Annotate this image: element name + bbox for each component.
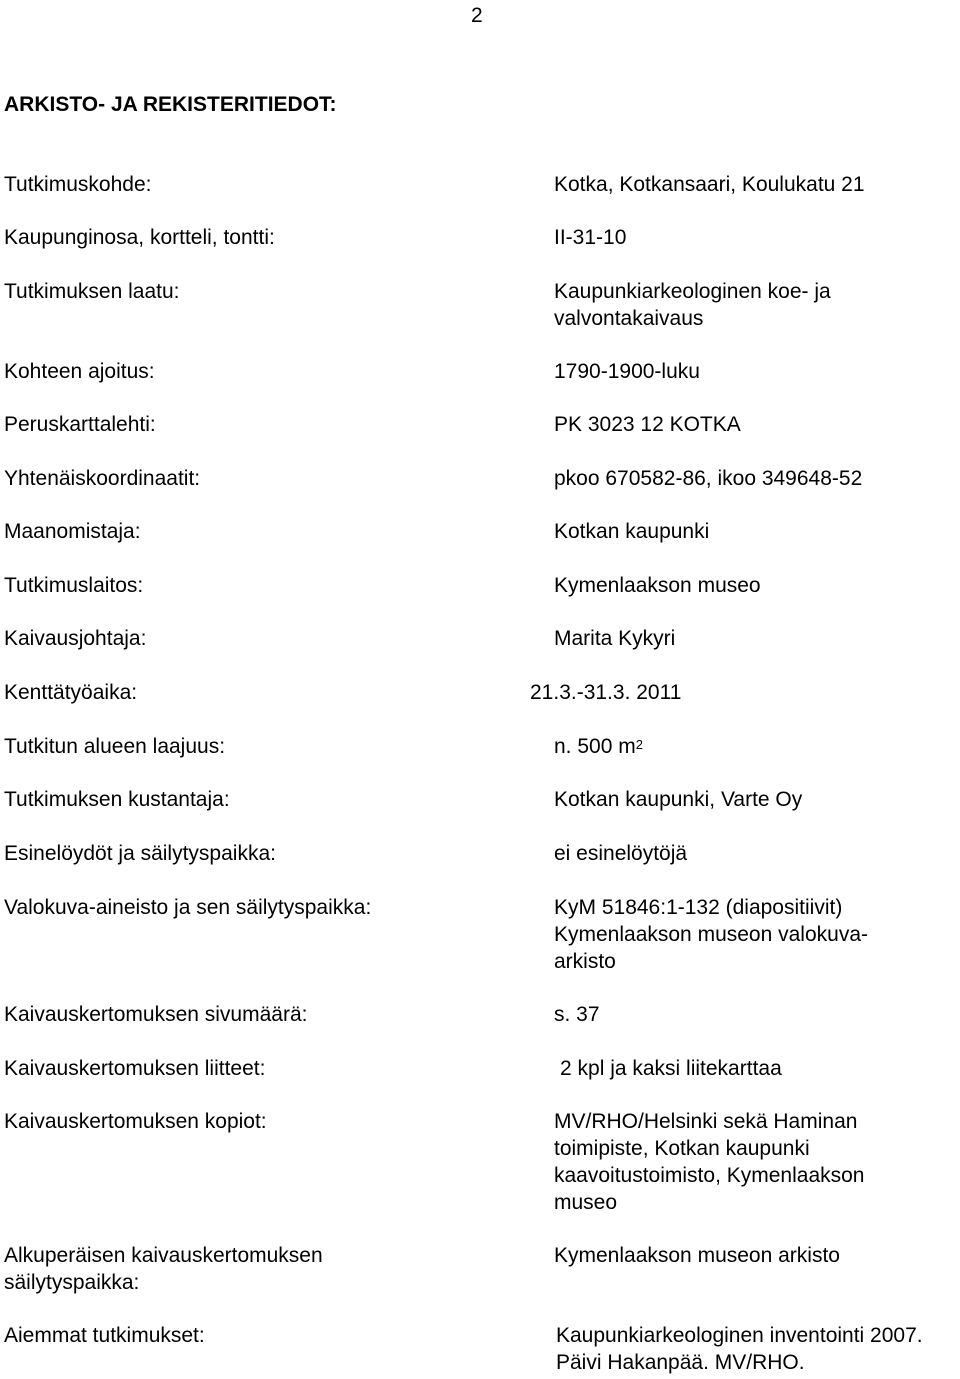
field-label: Tutkimuksen kustantaja: [4, 788, 230, 811]
field-label: Kenttätyöaika: [4, 681, 138, 704]
unit-superscript: 2 [635, 737, 643, 752]
field-label [4, 1242, 323, 1296]
field-value-line: toimipiste, Kotkan kaupunki [554, 1137, 810, 1160]
field-value: Kotka, Kotkansaari, Koulukatu 21 [554, 173, 865, 196]
field-value-line: Kymenlaakson museon valokuva- [554, 923, 868, 946]
field-label: Kaivauskertomuksen kopiot: [4, 1110, 267, 1133]
field-label: Kaivausjohtaja: [4, 627, 147, 650]
field-value: Kymenlaakson museo [554, 574, 761, 597]
field-value-line: Päivi Hakanpää. MV/RHO. [556, 1351, 805, 1374]
field-value-line: Kaupunkiarkeologinen koe- ja [554, 280, 831, 303]
field-value: II-31-10 [554, 226, 627, 249]
field-value [554, 1108, 864, 1216]
field-value-line: KyM 51846:1-132 (diapositiivit) [554, 896, 843, 919]
field-label: Aiemmat tutkimukset: [4, 1324, 205, 1347]
field-label: Peruskarttalehti: [4, 413, 156, 436]
field-label: Valokuva-aineisto ja sen säilytyspaikka: [4, 896, 372, 919]
field-value: 1790-1900-luku [554, 360, 700, 383]
field-value-line: Kaupunkiarkeologinen inventointi 2007. [556, 1324, 923, 1347]
field-value: Kotkan kaupunki [554, 520, 710, 543]
page-number: 2 [471, 4, 483, 27]
field-value [554, 278, 831, 332]
document-heading: ARKISTO- JA REKISTERITIEDOT: [4, 93, 337, 116]
field-value [556, 1322, 923, 1376]
field-label: Tutkimuslaitos: [4, 574, 144, 597]
field-label: Kaupunginosa, kortteli, tontti: [4, 226, 275, 249]
field-value: pkoo 670582-86, ikoo 349648-52 [554, 467, 863, 490]
field-label: Kaivauskertomuksen sivumäärä: [4, 1003, 308, 1026]
field-label: Tutkitun alueen laajuus: [4, 735, 226, 758]
field-label: Maanomistaja: [4, 520, 141, 543]
field-value-line: museo [554, 1191, 618, 1214]
field-value-line: valvontakaivaus [554, 307, 704, 330]
field-value-line: arkisto [554, 950, 616, 973]
field-label: Tutkimuskohde: [4, 173, 152, 196]
field-value-line: kaavoitustoimisto, Kymenlaakson [554, 1164, 865, 1187]
field-label-line: säilytyspaikka: [4, 1271, 140, 1294]
field-value: s. 37 [554, 1003, 600, 1026]
field-value: ei esinelöytöjä [554, 842, 688, 865]
area-value: n. 500 m [554, 735, 636, 758]
field-label-line: Alkuperäisen kaivauskertomuksen [4, 1244, 323, 1267]
field-value: 21.3.-31.3. 2011 [530, 681, 682, 704]
field-value: 2 kpl ja kaksi liitekarttaa [560, 1057, 782, 1080]
field-value: Marita Kykyri [554, 627, 676, 650]
field-value: Kymenlaakson museon arkisto [554, 1244, 840, 1267]
field-label: Kaivauskertomuksen liitteet: [4, 1057, 266, 1080]
field-label: Esinelöydöt ja säilytyspaikka: [4, 842, 276, 865]
field-label: Tutkimuksen laatu: [4, 280, 180, 303]
field-value [554, 733, 643, 760]
field-label: Kohteen ajoitus: [4, 360, 155, 383]
field-label: Yhtenäiskoordinaatit: [4, 467, 201, 490]
field-value: PK 3023 12 KOTKA [554, 413, 741, 436]
field-value: Kotkan kaupunki, Varte Oy [554, 788, 803, 811]
field-value-line: MV/RHO/Helsinki sekä Haminan [554, 1110, 858, 1133]
field-value [554, 894, 868, 975]
